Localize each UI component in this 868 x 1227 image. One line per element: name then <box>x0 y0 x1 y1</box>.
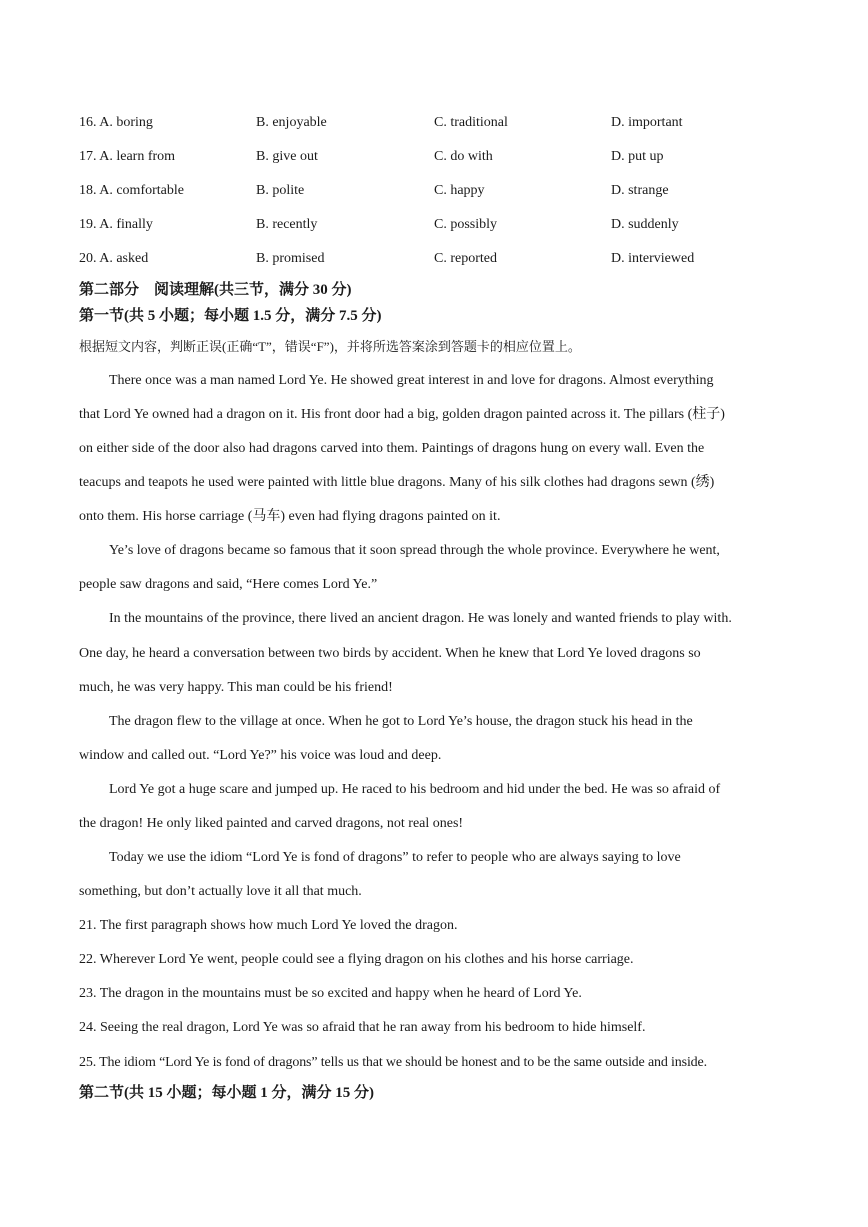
passage-line: the dragon! He only liked painted and carved dragons, not real ones! <box>79 816 464 831</box>
option-d: D. interviewed <box>611 251 695 266</box>
option-c: C. happy <box>434 183 485 198</box>
option-c: C. do with <box>434 149 493 164</box>
option-b: B. recently <box>256 217 318 232</box>
option-a: 20. A. asked <box>79 251 149 266</box>
option-d: D. important <box>611 115 683 130</box>
passage-line: window and called out. “Lord Ye?” his voice was loud and deep. <box>79 748 442 763</box>
option-a: 16. A. boring <box>79 115 153 130</box>
passage-line: The dragon flew to the village at once. When he got to Lord Ye’s house, the dragon stuck his head in the <box>109 714 693 729</box>
section2-heading: 第二节(共 15 小题；每小题 1 分，满分 15 分) <box>79 1085 374 1101</box>
option-a: 19. A. finally <box>79 217 153 232</box>
passage-line: There once was a man named Lord Ye. He showed great interest in and love for dragons. Almost everything <box>109 373 714 388</box>
passage-line: In the mountains of the province, there lived an ancient dragon. He was lonely and wanted friends to play with. <box>109 611 732 626</box>
option-b: B. give out <box>256 149 318 164</box>
option-c: C. traditional <box>434 115 508 130</box>
option-b: B. enjoyable <box>256 115 327 130</box>
passage-line: One day, he heard a conversation between two birds by accident. When he knew that Lord Ye loved dragons so <box>79 646 701 661</box>
question-22: 22. Wherever Lord Ye went, people could see a flying dragon on his clothes and his horse carriage. <box>79 952 634 967</box>
passage-line: onto them. His horse carriage (马车) even had flying dragons painted on it. <box>79 509 501 524</box>
option-d: D. suddenly <box>611 217 679 232</box>
passage-line: that Lord Ye owned had a dragon on it. His front door had a big, golden dragon painted across it. The pillars (柱子) <box>79 407 725 422</box>
passage-line: Ye’s love of dragons became so famous that it soon spread through the whole province. Everywhere he went, <box>109 543 720 558</box>
passage-line: on either side of the door also had dragons carved into them. Paintings of dragons hung on every wall. Even the <box>79 441 705 456</box>
option-a: 17. A. learn from <box>79 149 176 164</box>
passage-line: teacups and teapots he used were painted with little blue dragons. Many of his silk clothes had dragons sewn (绣) <box>79 475 715 490</box>
passage-line: Today we use the idiom “Lord Ye is fond of dragons” to refer to people who are always saying to love <box>109 850 681 865</box>
question-25: 25. The idiom “Lord Ye is fond of dragons” tells us that we should be honest and to be the same outside and inside. <box>79 1055 707 1070</box>
option-row-16 <box>79 111 839 135</box>
option-a: 18. A. comfortable <box>79 183 184 198</box>
section1-heading: 第一节(共 5 小题；每小题 1.5 分，满分 7.5 分) <box>79 308 382 324</box>
option-c: C. possibly <box>434 217 498 232</box>
option-b: B. polite <box>256 183 305 198</box>
option-c: C. reported <box>434 251 497 266</box>
option-row-17 <box>79 145 839 169</box>
question-23: 23. The dragon in the mountains must be so excited and happy when he heard of Lord Ye. <box>79 986 582 1001</box>
passage-line: something, but don’t actually love it all that much. <box>79 884 362 899</box>
option-row-19 <box>79 213 839 237</box>
passage-line: people saw dragons and said, “Here comes Lord Ye.” <box>79 577 378 592</box>
question-24: 24. Seeing the real dragon, Lord Ye was so afraid that he ran away from his bedroom to hide himself. <box>79 1020 646 1035</box>
question-21: 21. The first paragraph shows how much Lord Ye loved the dragon. <box>79 918 458 933</box>
section1-instruction: 根据短文内容，判断正误(正确“T”，错误“F”)，并将所选答案涂到答题卡的相应位置上。 <box>79 339 581 354</box>
part2-heading: 第二部分 阅读理解(共三节，满分 30 分) <box>79 282 352 298</box>
passage-line: Lord Ye got a huge scare and jumped up. He raced to his bedroom and hid under the bed. He was so afraid of <box>109 782 721 797</box>
option-b: B. promised <box>256 251 325 266</box>
passage-line: much, he was very happy. This man could be his friend! <box>79 680 393 695</box>
option-d: D. strange <box>611 183 669 198</box>
option-row-20 <box>79 247 839 271</box>
option-d: D. put up <box>611 149 664 164</box>
option-row-18 <box>79 179 839 203</box>
